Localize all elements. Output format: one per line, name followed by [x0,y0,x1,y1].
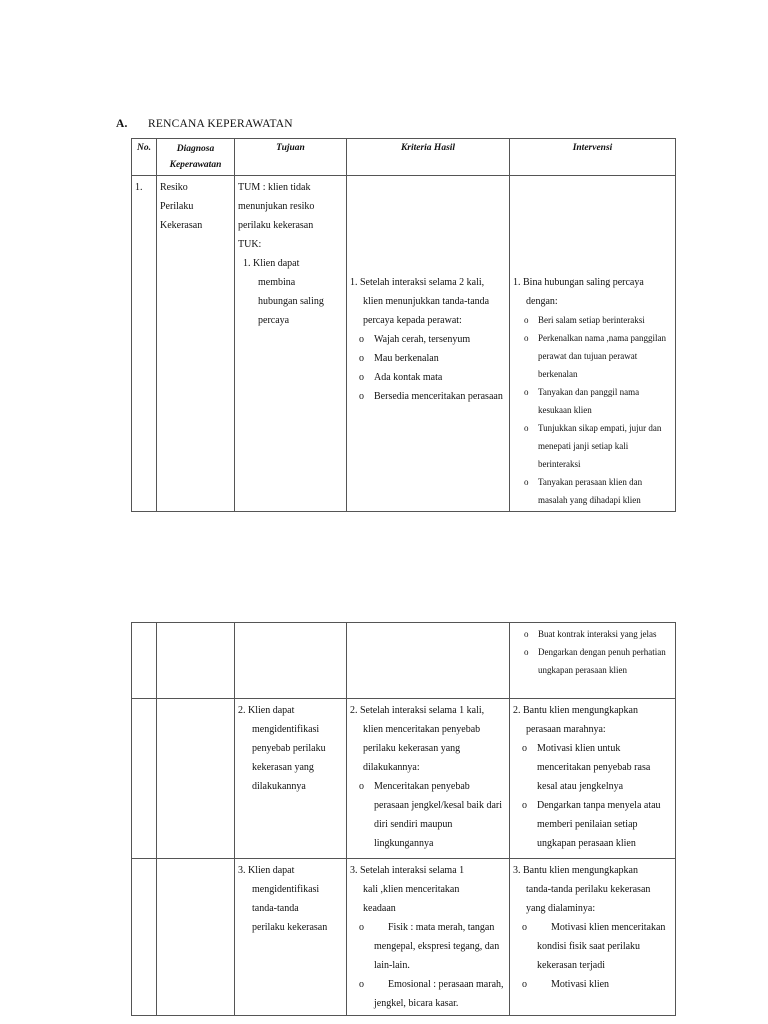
list-item: o Fisik : mata merah, tangan mengepal, ekspresi tegang, dan lain-lain. [350,918,506,975]
care-plan-table-continued [131,622,676,1016]
cell-tujuan: 3. Klien dapat mengidentifikasi tanda-tanda perilaku kekerasan [235,859,347,1016]
cell-kriteria: 3. Setelah interaksi selama 1 kali ,klien menceritakan keadaan o Fisik : mata merah, tangan mengepal, ekspresi tegang, dan lain-lain. o Emosional : perasaan marah, jengkel, bicara kasar. [347,859,510,1016]
list-item: o Ada kontak mata [350,368,506,387]
cell-intervensi [510,623,676,699]
header-tujuan: Tujuan [235,139,347,176]
list-item: o Menceritakan penyebab perasaan jengkel/kesal baik dari diri sendiri maupun lingkungannya [350,777,506,853]
list-item: o Buat kontrak interaksi yang jelas [513,625,672,643]
cell-kriteria: 1. Setelah interaksi selama 2 kali, klien menunjukkan tanda-tanda percaya kepada perawat: o Wajah cerah, tersenyum o Mau berkenalan o Ada kontak mata o Bersedia menceritakan perasaan [347,176,510,512]
table-row [132,623,676,699]
care-plan-table [131,138,676,512]
table-row [132,699,676,859]
list-item: o Mau berkenalan [350,349,506,368]
section-letter: A. [116,118,128,130]
cell-tujuan: TUM : klien tidak menunjukan resiko perilaku kekerasan TUK: 1. Klien dapat membina hubungan saling percaya [235,176,347,512]
list-item: o Tanyakan dan panggil nama kesukaan klien [513,383,672,419]
header-kriteria: Kriteria Hasil [347,139,510,176]
list-item: o Emosional : perasaan marah, jengkel, bicara kasar. [350,975,506,1013]
list-item: o Motivasi klien untuk menceritakan penyebab rasa kesal atau jengkelnya [513,739,672,796]
section-title: RENCANA KEPERAWATAN [148,118,293,130]
section-heading [116,118,293,130]
header-diagnosa: Diagnosa Keperawatan [157,139,235,176]
cell-intervensi: 1. Bina hubungan saling percaya dengan: o Beri salam setiap berinteraksi o Perkenalkan nama ,nama panggilan perawat dan tujuan perawat berkenalan o Tanyakan dan panggil nama kesukaan klien o Tunjukkan sikap empati, jujur dan menepati janji setiap kali berinteraksi o Tanyakan perasaan klien dan masalah yang dihadapi klien [510,176,676,512]
cell-intervensi: 2. Bantu klien mengungkapkan perasaan marahnya: o Motivasi klien untuk menceritakan penyebab rasa kesal atau jengkelnya o Dengarkan tanpa menyela atau memberi penilaian setiap ungkapan perasaan klien [510,699,676,859]
cell-diagnosa: Resiko Perilaku Kekerasan [157,176,235,512]
table-row [132,176,676,512]
cell-tujuan: 2. Klien dapat mengidentifikasi penyebab perilaku kekerasan yang dilakukannya [235,699,347,859]
list-item: o Tunjukkan sikap empati, jujur dan menepati janji setiap kali berinteraksi [513,419,672,473]
list-item: o Tanyakan perasaan klien dan masalah yang dihadapi klien [513,473,672,509]
list-item: o Bersedia menceritakan perasaan [350,387,506,406]
cell-kriteria: 2. Setelah interaksi selama 1 kali, klien menceritakan penyebab perilaku kekerasan yang dilakukannya: o Menceritakan penyebab perasaan jengkel/kesal baik dari diri sendiri maupun lingkungannya [347,699,510,859]
table-header-row [132,139,676,176]
list-item: o Wajah cerah, tersenyum [350,330,506,349]
header-intervensi: Intervensi [510,139,676,176]
cell-intervensi: 3. Bantu klien mengungkapkan tanda-tanda perilaku kekerasan yang dialaminya: o Motivasi klien menceritakan kondisi fisik saat perilaku kekerasan terjadi o Motivasi klien [510,859,676,1016]
list-item: o Dengarkan dengan penuh perhatian ungkapan perasaan klien [513,643,672,679]
cell-no: 1. [132,176,157,512]
header-no: No. [132,139,157,176]
list-item: o Perkenalkan nama ,nama panggilan perawat dan tujuan perawat berkenalan [513,329,672,383]
table-row [132,859,676,1016]
list-item: o Beri salam setiap berinteraksi [513,311,672,329]
list-item: o Motivasi klien menceritakan kondisi fisik saat perilaku kekerasan terjadi [513,918,672,975]
list-item: o Motivasi klien [513,975,672,994]
list-item: o Dengarkan tanpa menyela atau memberi penilaian setiap ungkapan perasaan klien [513,796,672,853]
